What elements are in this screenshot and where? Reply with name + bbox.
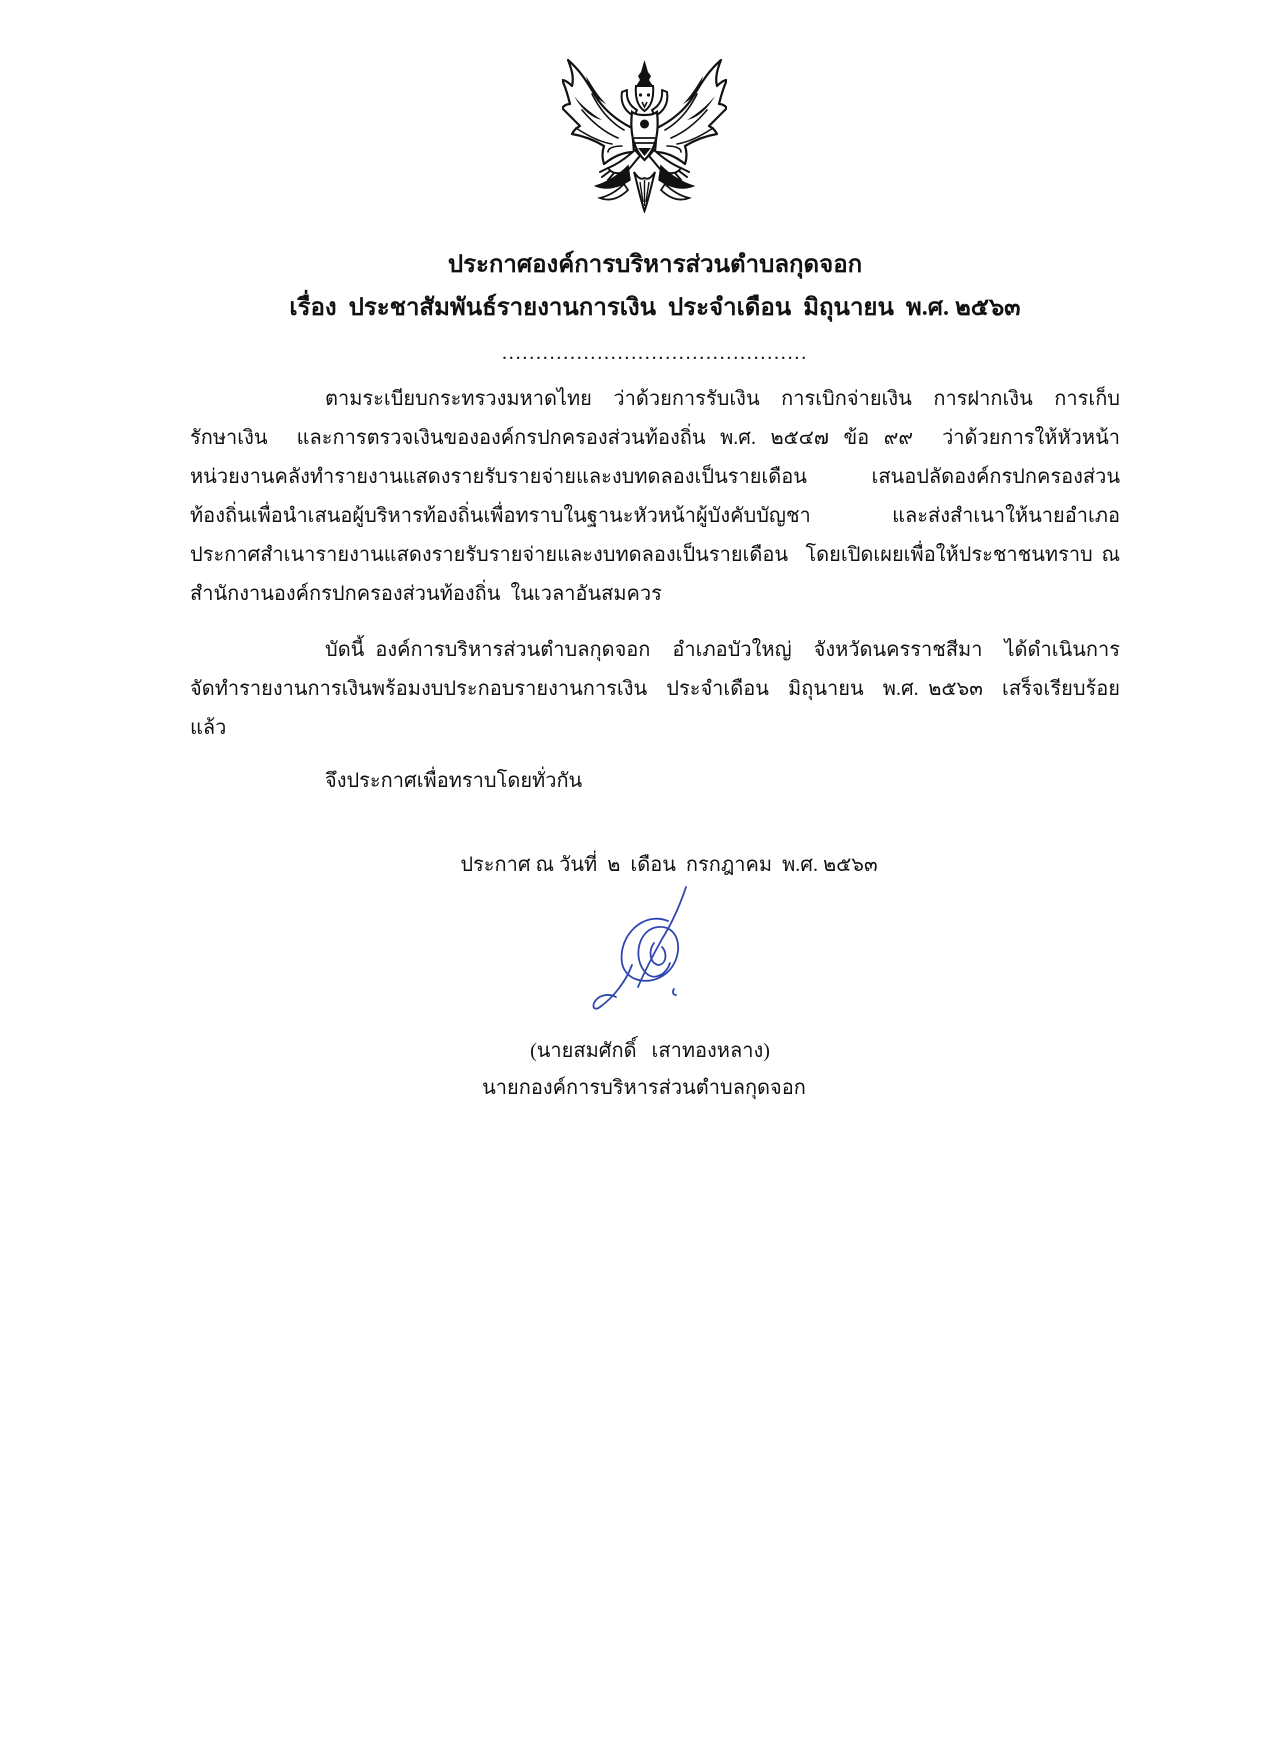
- paragraph-line: หน่วยงานคลังทำรายงานแสดงรายรับรายจ่ายและงบทดลองเป็นรายเดือน เสนอปลัดองค์กรปกครองส่วน: [190, 466, 1120, 488]
- garuda-emblem-icon: [562, 56, 727, 213]
- paragraph-line: ท้องถิ่นเพื่อนำเสนอผู้บริหารท้องถิ่นเพื่อทราบในฐานะหัวหน้าผู้บังคับบัญชา และส่งสำเนาให้นายอำเภอ: [190, 505, 1120, 527]
- paragraph-line: สำนักงานองค์กรปกครองส่วนท้องถิ่น ในเวลาอันสมควร: [190, 583, 662, 605]
- subject-line: เรื่อง ประชาสัมพันธ์รายงานการเงิน ประจำเดือน มิถุนายน พ.ศ. ๒๕๖๓: [289, 295, 1021, 321]
- announcement-date: ประกาศ ณ วันที่ ๒ เดือน กรกฎาคม พ.ศ. ๒๕๖๓: [460, 854, 878, 876]
- page-title: ประกาศองค์การบริหารส่วนตำบลกุดจอก: [447, 252, 863, 278]
- paragraph-line: ประกาศสำเนารายงานแสดงรายรับรายจ่ายและงบทดลองเป็นรายเดือน โดยเปิดเผยเพื่อให้ประชาชนทราบ ณ: [190, 544, 1120, 566]
- handwritten-signature-icon: [588, 885, 700, 1013]
- signer-name: (นายสมศักดิ์ เสาทองหลาง): [530, 1040, 770, 1062]
- paragraph-line: รักษาเงิน และการตรวจเงินขององค์กรปกครองส่วนท้องถิ่น พ.ศ. ๒๕๔๗ ข้อ ๙๙ ว่าด้วยการให้หัวหน้า: [190, 427, 1120, 449]
- signer-position: นายกองค์การบริหารส่วนตำบลกุดจอก: [482, 1077, 806, 1099]
- signature-area: [190, 885, 1120, 1033]
- paragraph-line: แล้ว: [190, 717, 227, 739]
- paragraph-announcement: [190, 631, 1120, 748]
- paragraph-line: บัดนี้ องค์การบริหารส่วนตำบลกุดจอก อำเภอบัวใหญ่ จังหวัดนครราชสีมา ได้ดำเนินการ: [325, 639, 1120, 661]
- paragraph-closing: [190, 762, 1120, 801]
- paragraph-regulation: [190, 380, 1120, 614]
- separator-dots: .............................................: [502, 342, 808, 364]
- paragraph-line: ตามระเบียบกระทรวงมหาดไทย ว่าด้วยการรับเงิน การเบิกจ่ายเงิน การฝากเงิน การเก็บ: [325, 388, 1120, 410]
- document-column: [190, 56, 1120, 1108]
- paragraph-line: จัดทำรายงานการเงินพร้อมงบประกอบรายงานการเงิน ประจำเดือน มิถุนายน พ.ศ. ๒๕๖๓ เสร็จเรียบร้อย: [190, 678, 1120, 700]
- closing-line: จึงประกาศเพื่อทราบโดยทั่วกัน: [325, 770, 583, 792]
